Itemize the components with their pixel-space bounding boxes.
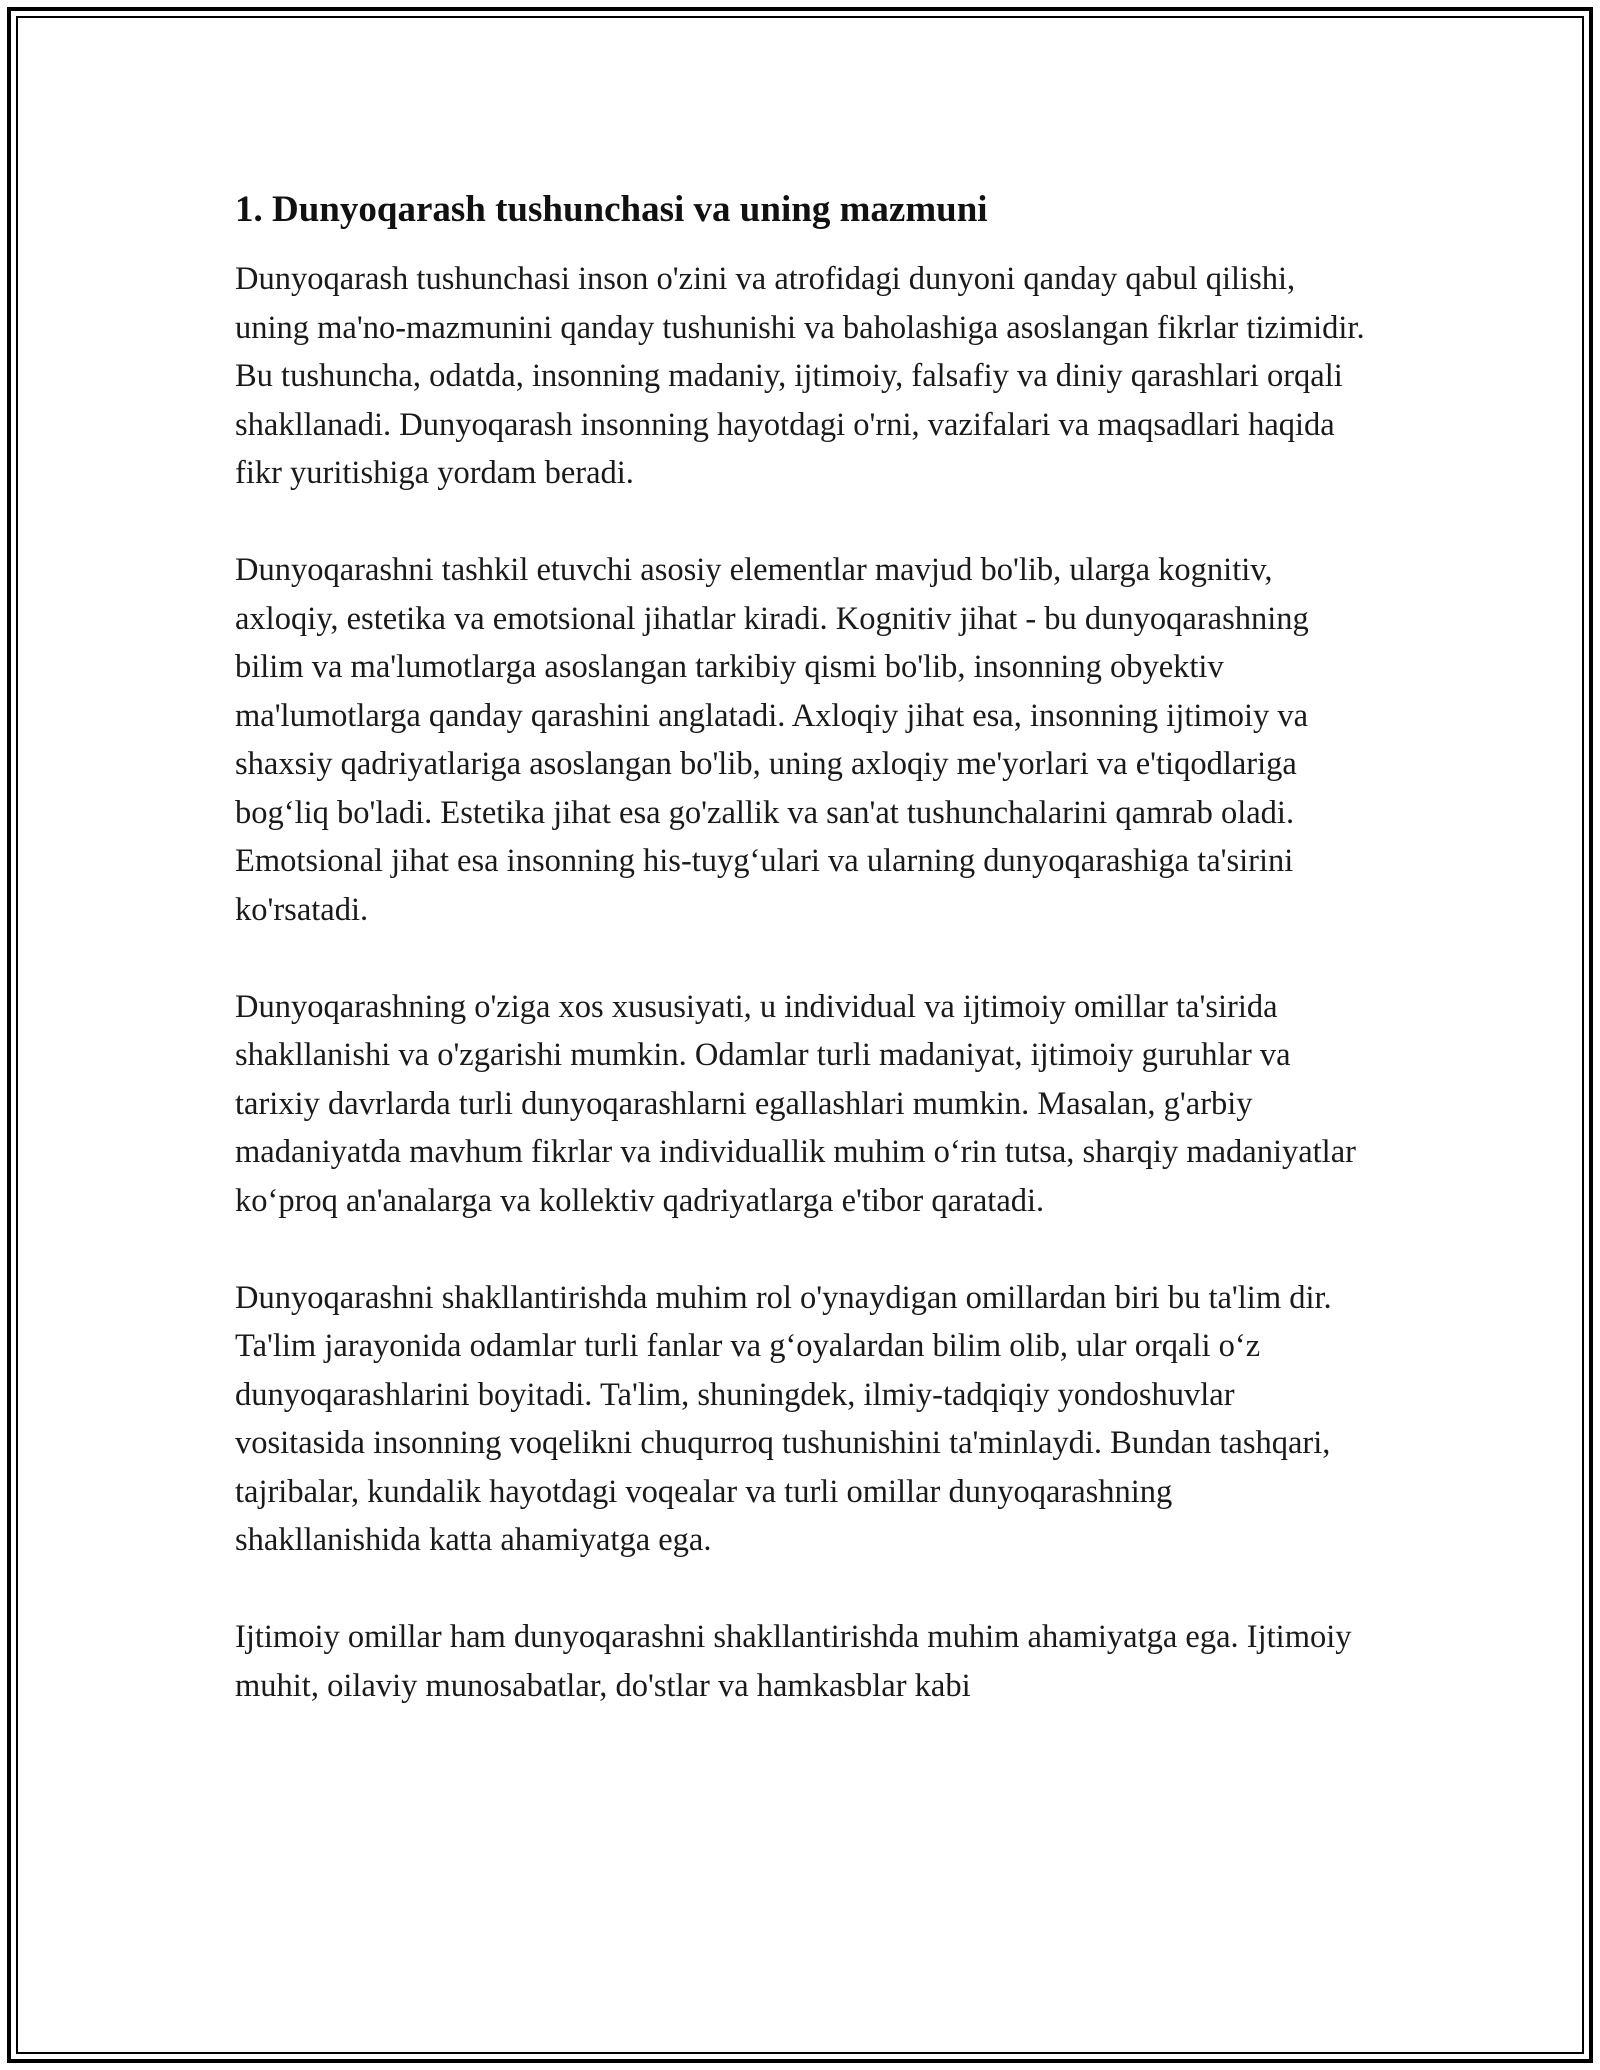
paragraph: Ijtimoiy omillar ham dunyoqarashni shakllantirishda muhim ahamiyatga ega. Ijtimoiy muhit, oilaviy munosabatlar, do'stlar va hamkasblar kabi	[235, 1619, 1352, 1704]
paragraph: Dunyoqarashning o'ziga xos xususiyati, u individual va ijtimoiy omillar ta'sirida shakllanishi va o'zgarishi mumkin. Odamlar turli madaniyat, ijtimoiy guruhlar va tarixiy davrlarda turli dunyoqarashlarni egallashlari mumkin. Masalan, g'arbiy madaniyatda mavhum fikrlar va individuallik muhim o‘rin tutsa, sharqiy madaniyatlar ko‘proq an'analarga va kollektiv qadriyatlarga e'tibor qaratadi.	[235, 988, 1356, 1219]
paragraph: Dunyoqarash tushunchasi inson o'zini va atrofidagi dunyoni qanday qabul qilishi, uning ma'no-mazmunini qanday tushunishi va baholashiga asoslangan fikrlar tizimidir. Bu tushuncha, odatda, insonning madaniy, ijtimoiy, falsafiy va diniy qarashlari orqali shakllanadi. Dunyoqarash insonning hayotdagi o'rni, vazifalari va maqsadlari haqida fikr yuritishiga yordam beradi.	[235, 261, 1365, 491]
paragraph: Dunyoqarashni tashkil etuvchi asosiy elementlar mavjud bo'lib, ularga kognitiv, axloqiy, estetika va emotsional jihatlar kiradi. Kognitiv jihat - bu dunyoqarashning bilim va ma'lumotlarga asoslangan tarkibiy qismi bo'lib, insonning obyektiv ma'lumotlarga qanday qarashini anglatadi. Axloqiy jihat esa, insonning ijtimoiy va shaxsiy qadriyatlariga asoslangan bo'lib, uning axloqiy me'yorlari va e'tiqodlariga bog‘liq bo'ladi. Estetika jihat esa go'zallik va san'at tushunchalarini qamrab oladi. Emotsional jihat esa insonning his-tuyg‘ulari va ularning dunyoqarashiga ta'sirini ko'rsatadi.	[235, 552, 1309, 928]
paragraph: Dunyoqarashni shakllantirishda muhim rol o'ynaydigan omillardan biri bu ta'lim dir. Ta'lim jarayonida odamlar turli fanlar va g‘oyalardan bilim olib, ular orqali o‘z dunyoqarashlarini boyitadi. Ta'lim, shuningdek, ilmiy-tadqiqiy yondoshuvlar vositasida insonning voqelikni chuqurroq tushunishini ta'minlaydi. Bundan tashqari, tajribalar, kundalik hayotdagi voqealar va turli omillar dunyoqarashning shakllanishida katta ahamiyatga ega.	[235, 1279, 1332, 1558]
document-body	[235, 186, 1365, 1710]
section-heading: 1. Dunyoqarash tushunchasi va uning mazmuni	[235, 189, 988, 230]
